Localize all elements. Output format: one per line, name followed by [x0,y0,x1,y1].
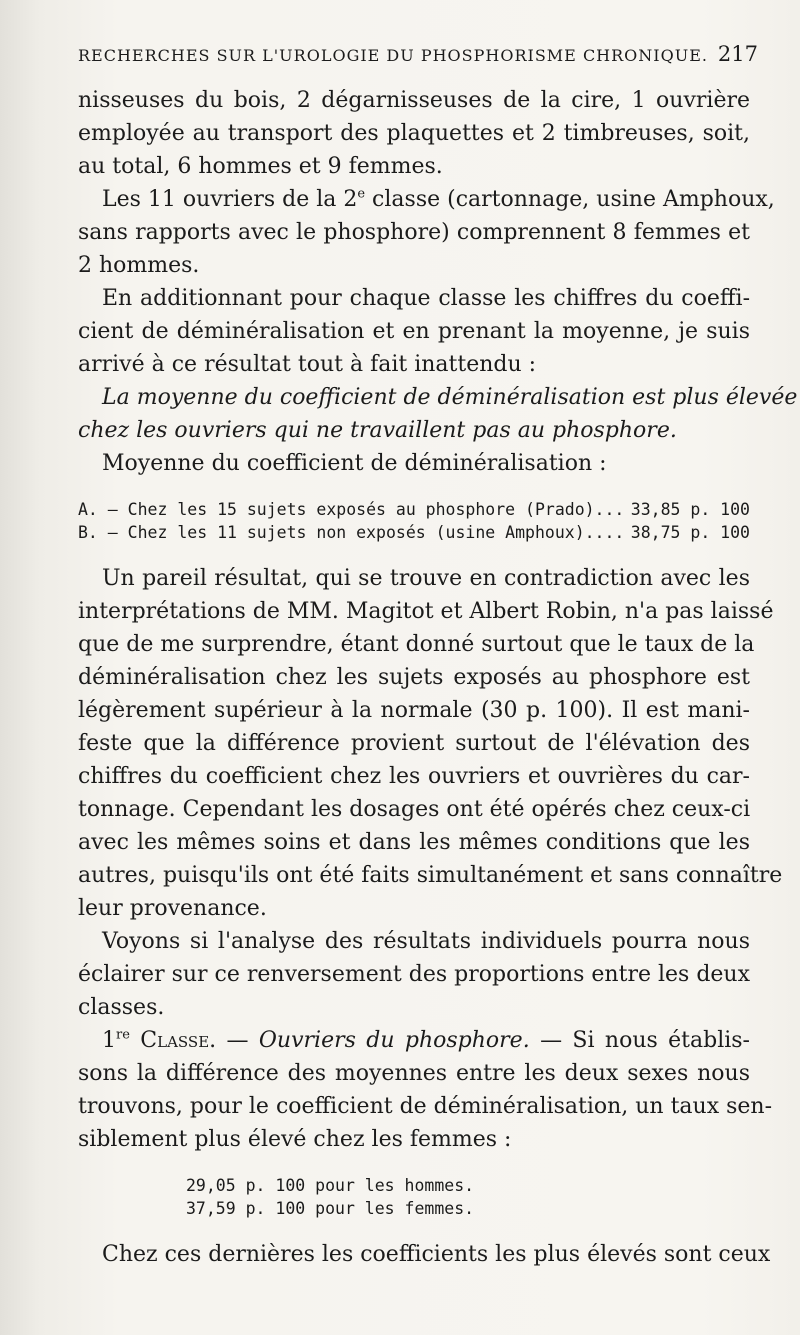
text-line: 2 hommes. [78,253,200,278]
italic-title: Ouvriers du phosphore. [258,1028,530,1053]
text-line: éclairer sur ce renversement des proportions entre les deux [78,962,750,987]
text-line: chiffres du coefficient chez les ouvriers et ouvrières du car- [78,764,750,789]
text-line: feste que la différence provient surtout de l'élévation des [78,731,750,756]
table-row [78,498,750,521]
text-line: employée au transport des plaquettes et 2 timbreuses, soit, [78,121,750,146]
running-header [78,42,758,66]
body-text [78,84,798,1271]
text-line: Chez ces dernières les coefficients les plus élevés sont ceux [102,1242,771,1267]
row-label: B. — Chez les 11 sujets non exposés (usine Amphoux).... [78,523,625,542]
spacer [78,480,750,498]
superscript: e [357,186,366,202]
class-number: 1 [102,1028,116,1053]
italic-statement-line: chez les ouvriers qui ne travaillent pas au phosphore. [78,418,677,443]
spacer [78,1156,750,1174]
dash: — [216,1028,259,1053]
spacer [78,544,750,562]
text-span: classe (cartonnage, usine Amphoux, [365,187,775,212]
text-line [78,183,775,216]
text-line: siblement plus élevé chez les femmes : [78,1127,512,1152]
page-number: 217 [717,42,758,66]
text-line: trouvons, pour le coefficient de déminéralisation, un taux sen- [78,1094,773,1119]
text-line: que de me surprendre, étant donné surtout que le taux de la [78,632,755,657]
text-line: au total, 6 hommes et 9 femmes. [78,154,443,179]
table-row [78,521,750,544]
text-line: sans rapports avec le phosphore) comprennent 8 femmes et [78,220,750,245]
table-heading: Moyenne du coefficient de déminéralisation : [102,451,607,476]
text-line: cient de déminéralisation et en prenant la moyenne, je suis [78,319,750,344]
text-line [78,1024,750,1057]
list-item: 29,05 p. 100 pour les hommes. [186,1176,475,1195]
text-line: autres, puisqu'ils ont été faits simultanément et sans connaître [78,863,783,888]
text-line: Un pareil résultat, qui se trouve en contradiction avec les [102,566,750,591]
text-span: — Si nous établis- [529,1028,750,1053]
text-line: sons la différence des moyennes entre les deux sexes nous [78,1061,750,1086]
text-line: avec les mêmes soins et dans les mêmes conditions que les [78,830,750,855]
text-line: déminéralisation chez les sujets exposés au phosphore est [78,665,750,690]
text-line: arrivé à ce résultat tout à fait inattendu : [78,352,537,377]
italic-statement-line: La moyenne du coefficient de déminéralisation est plus élevée [102,385,798,410]
text-line: tonnage. Cependant les dosages ont été opérés chez ceux-ci [78,797,751,822]
text-line: légèrement supérieur à la normale (30 p. 100). Il est mani- [78,698,750,723]
list-item: 37,59 p. 100 pour les femmes. [186,1199,475,1218]
text-line: classes. [78,995,165,1020]
row-value: 33,85 p. 100 [630,500,750,519]
text-line: interprétations de MM. Magitot et Albert Robin, n'a pas laissé [78,599,774,624]
text-line: Voyons si l'analyse des résultats individuels pourra nous [102,929,750,954]
text-line: nisseuses du bois, 2 dégarnisseuses de la cire, 1 ouvrière [78,88,750,113]
row-value: 38,75 p. 100 [630,523,750,542]
text-line: En additionnant pour chaque classe les chiffres du coeffi- [102,286,750,311]
spacer [78,1220,750,1238]
superscript: re [116,1027,130,1043]
text-span: Les 11 ouvriers de la 2 [102,187,358,212]
row-label: A. — Chez les 15 sujets exposés au phosphore (Prado)... [78,500,625,519]
text-line: leur provenance. [78,896,267,921]
running-title: RECHERCHES SUR L'UROLOGIE DU PHOSPHORISME CHRONIQUE. [78,46,708,65]
class-label: Classe. [140,1028,217,1053]
